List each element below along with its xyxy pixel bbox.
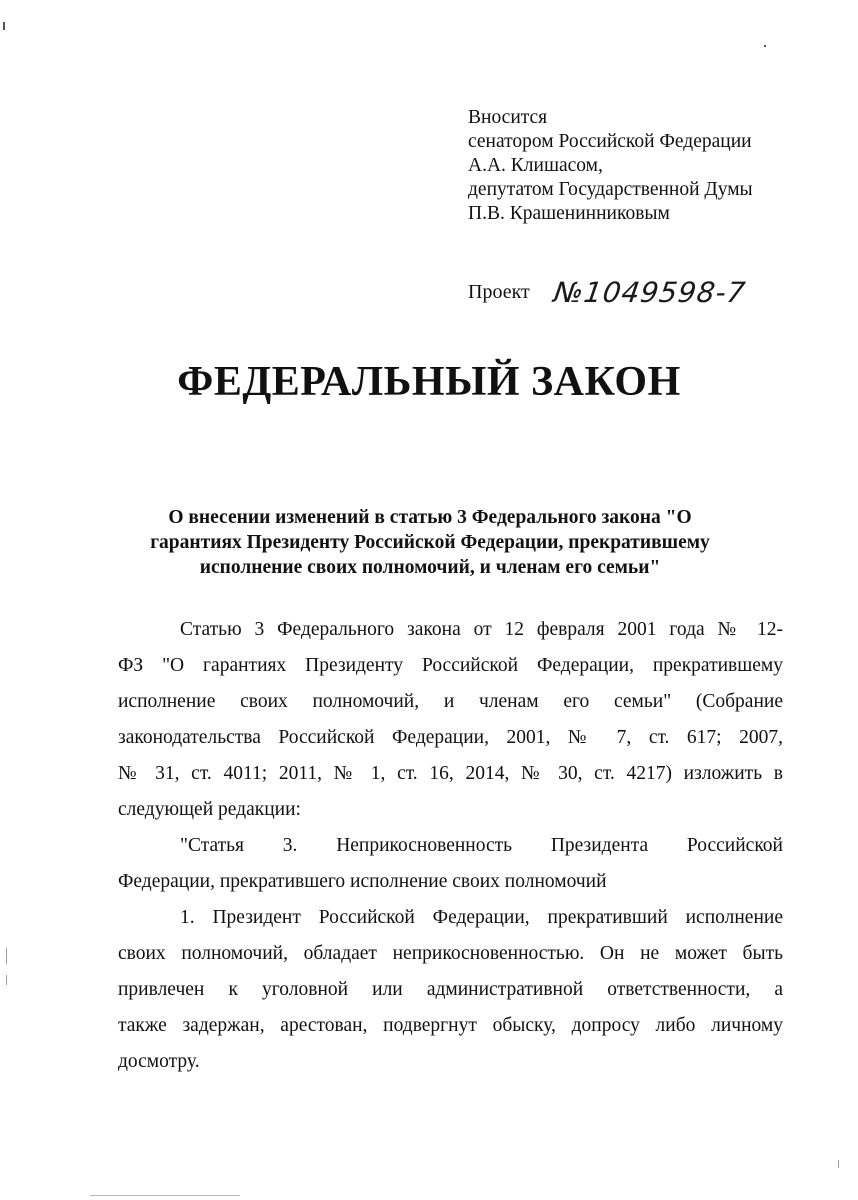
body-line: 1. Президент Российской Федерации, прекративший исполнение [180, 907, 783, 928]
article-heading-line: Федерации, прекратившего исполнение своих полномочий [118, 871, 607, 892]
body-line: № 31, ст. 4011; 2011, № 1, ст. 16, 2014, № 30, ст. 4217) изложить в [118, 763, 783, 784]
submitter-line: Вносится [468, 107, 548, 128]
body-line: ФЗ "О гарантиях Президенту Российской Федерации, прекратившему [118, 655, 783, 676]
law-title [120, 505, 740, 580]
submitter-line: сенатором Российской Федерации [468, 131, 752, 152]
scan-artifact-bottom-right [838, 1160, 839, 1168]
scan-artifact-dot [764, 45, 766, 47]
law-title-line: исполнение своих полномочий, и членам его семьи" [199, 557, 661, 578]
body-line: привлечен к уголовной или административной ответственности, а [118, 979, 783, 1000]
body-line: исполнение своих полномочий, и членам его семьи" (Собрание [118, 691, 783, 712]
law-title-line: О внесении изменений в статью 3 Федерального закона "О [168, 507, 692, 528]
project-line [468, 272, 746, 312]
scan-artifact-left-1 [6, 948, 7, 964]
article-heading-line: "Статья 3. Неприкосновенность Президента Российской [180, 835, 783, 856]
submitter-line: П.В. Крашенинниковым [468, 203, 670, 224]
body-line: законодательства Российской Федерации, 2001, № 7, ст. 617; 2007, [118, 727, 783, 748]
scan-artifact-left-2 [6, 975, 7, 985]
body-line: Статью 3 Федерального закона от 12 февраля 2001 года № 12- [180, 619, 783, 640]
submitter-line: А.А. Клишасом, [468, 155, 603, 176]
body-line: своих полномочий, обладает неприкосновенностью. Он не может быть [118, 943, 783, 964]
body-line: также задержан, арестован, подвергнут обыску, допросу либо личному [118, 1015, 783, 1036]
submitter-block [468, 106, 828, 226]
document-body [118, 612, 783, 1080]
law-title-line: гарантиях Президенту Российской Федерации, прекратившему [150, 532, 710, 553]
project-number-handwritten: №1049598-7 [551, 275, 748, 309]
submitter-line: депутатом Государственной Думы [468, 179, 753, 200]
body-line: досмотру. [118, 1051, 200, 1072]
project-label: Проект [468, 280, 530, 303]
body-line: следующей редакции: [118, 799, 301, 820]
document-title: ФЕДЕРАЛЬНЫЙ ЗАКОН [177, 359, 681, 405]
scan-artifact-top-left [3, 22, 5, 30]
scan-artifact-bottom [90, 1195, 240, 1196]
